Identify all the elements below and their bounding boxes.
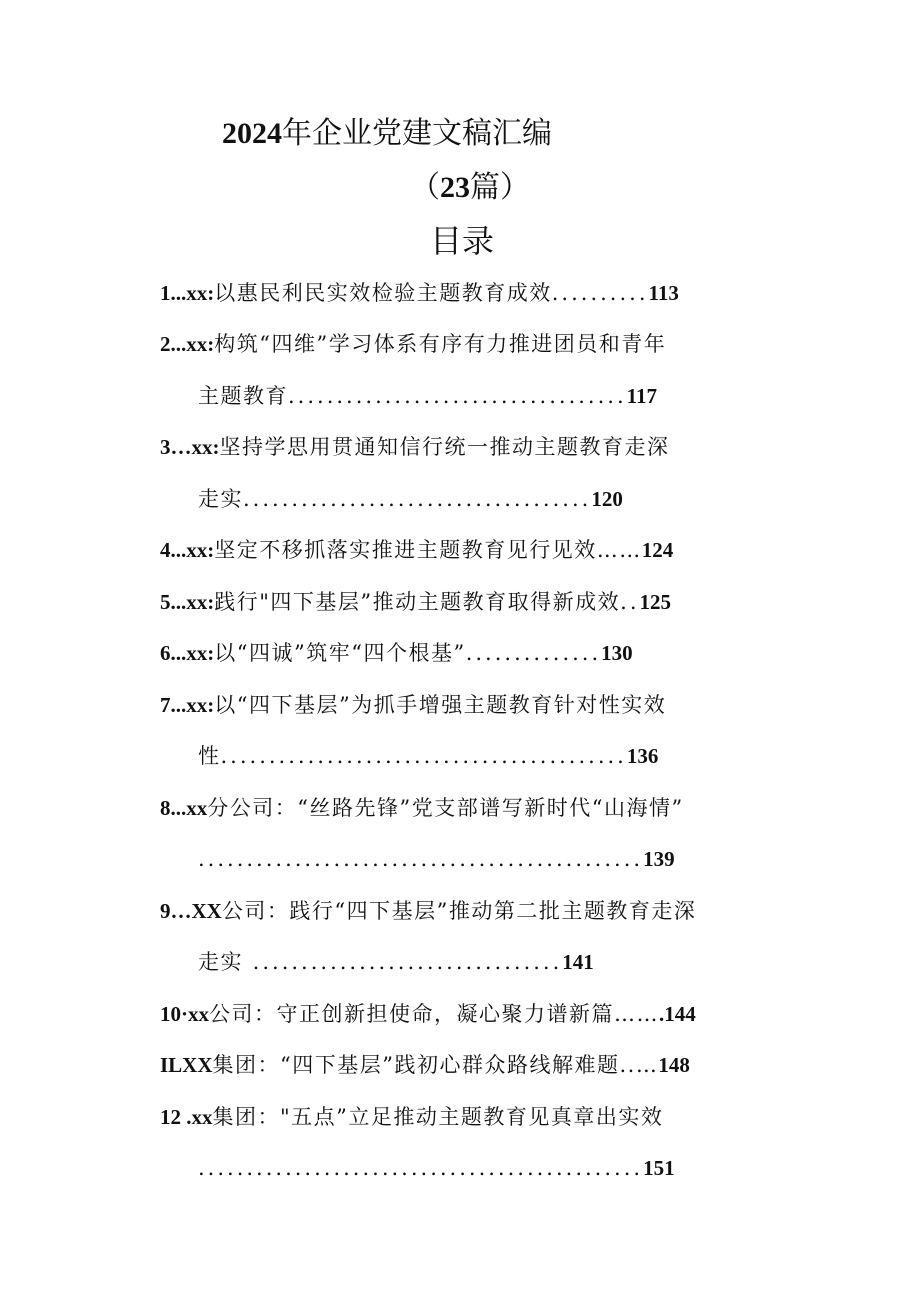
toc-entry: 2...xx:构筑“四维”学习体系有序有力推进团员和青年 — [160, 332, 667, 356]
toc-entry-continuation: ..............................................139 — [198, 847, 675, 871]
toc-entry: 9…XX公司：践行“四下基层”推动第二批主题教育走深 — [160, 899, 697, 923]
toc-entry: 7...xx:以“四下基层”为抓手增强主题教育针对性实效 — [160, 693, 667, 717]
toc-entry: 8...xx分公司：“丝路先锋”党支部谱写新时代“山海情” — [160, 796, 684, 820]
toc-entry-continuation: 主题教育...................................117 — [198, 384, 657, 408]
toc-entry-continuation: ..............................................151 — [198, 1156, 675, 1180]
toc-heading: 目录 — [430, 222, 495, 260]
toc-entry: 6...xx:以“四诚”筑牢“四个根基”..............130 — [160, 641, 633, 665]
toc-entry-continuation: 性..........................................136 — [198, 744, 659, 768]
toc-entry: 4...xx:坚定不移抓落实推进主题教育见行见效……124 — [160, 538, 674, 562]
toc-entry: 1...xx:以惠民利民实效检验主题教育成效..........113 — [160, 281, 679, 305]
document-title: 2024年企业党建文稿汇编 — [222, 116, 552, 151]
toc-entry: 12 .xx集团："五点”立足推动主题教育见真章出实效 — [160, 1105, 664, 1129]
toc-entry: 10·xx公司：守正创新担使命，凝心聚力谱新篇…….144 — [160, 1002, 696, 1026]
toc-entry: ILXX集团：“四下基层”践初心群众路线解难题..…148 — [160, 1053, 690, 1077]
toc-entry-continuation: 走实 ................................141 — [198, 950, 594, 974]
article-count: （23篇） — [410, 170, 530, 205]
toc-entry: 3…xx:坚持学思用贯通知信行统一推动主题教育走深 — [160, 435, 670, 459]
toc-entry-continuation: 走实....................................120 — [198, 487, 623, 511]
toc-entry: 5...xx:践行"四下基层”推动主题教育取得新成效..125 — [160, 590, 672, 614]
